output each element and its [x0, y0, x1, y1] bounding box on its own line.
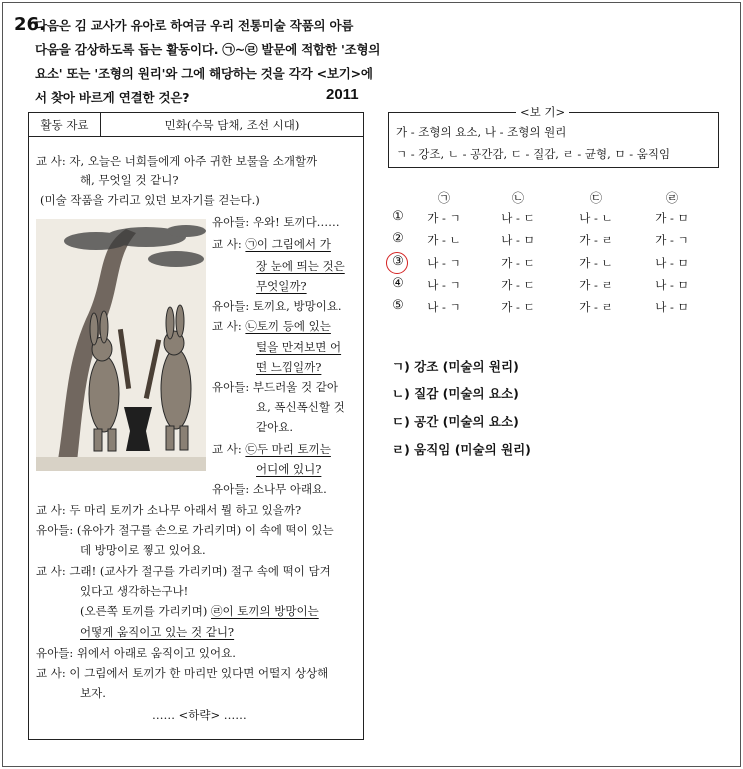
answer-cell: 나 - ㄱ [427, 278, 461, 292]
prompt-d-cont: 어떻게 움직이고 있는 것 같니? [80, 625, 235, 639]
dialogue-line: 교 사: 이 그림에서 토끼가 한 마리만 있다면 어떨지 상상해 [36, 666, 329, 680]
dialogue-line [212, 318, 331, 334]
dialogue-line: 있다고 생각하는구나! [80, 584, 189, 598]
dialogue-line: 유아들: 부드러울 것 같아 [212, 380, 338, 394]
dialogue-line: 데 방망이로 찧고 있어요. [80, 543, 206, 557]
speaker: 교 사: [212, 237, 246, 251]
answer-cell: 나 - ㅁ [655, 300, 689, 314]
answer-cell: 나 - ㅁ [655, 278, 689, 292]
answer-note: ㄱ) 강조 (미술의 원리) [392, 359, 519, 374]
stage-direction: (오른쪽 토끼를 가리키며) [80, 604, 212, 618]
dialogue-line [212, 441, 331, 457]
answer-cell: 가 - ㄹ [579, 300, 613, 314]
bogi-title: <보 기> [516, 104, 569, 120]
answer-cell: 가 - ㄷ [501, 256, 535, 270]
answer-cell: 가 - ㄹ [579, 233, 613, 247]
dialogue-line: 유아들: 토끼요, 방망이요. [212, 299, 342, 313]
answer-cell: 나 - ㅁ [501, 233, 535, 247]
answer-col-header: ㉢ [589, 191, 602, 205]
answer-option-number[interactable]: ② [392, 231, 404, 246]
answer-cell: 가 - ㄹ [579, 278, 613, 292]
prompt-a-cont: 무엇일까? [256, 279, 307, 293]
question-number: 26. [14, 14, 46, 35]
answer-cell: 나 - ㄴ [579, 211, 613, 225]
omission-mark: …… <하략> …… [152, 708, 247, 722]
dialogue-line: 보자. [80, 686, 106, 700]
prompt-a: ㉠이 그림에서 가 [245, 237, 331, 251]
answer-cell: 가 - ㅁ [655, 211, 689, 225]
answer-col-header: ㉣ [665, 191, 678, 205]
question-line-3: 요소' 또는 '조형의 원리'와 그에 해당하는 것을 각각 <보기>에 [35, 66, 373, 81]
answer-cell: 나 - ㄱ [427, 300, 461, 314]
prompt-c: ㉢두 마리 토끼는 [245, 442, 331, 456]
dialogue-line: 해, 무엇일 것 같니? [80, 173, 179, 187]
answer-note: ㄷ) 공간 (미술의 요소) [392, 414, 519, 429]
activity-header [29, 113, 363, 137]
question-line-4: 서 찾아 바르게 연결한 것은? [35, 90, 190, 105]
answer-cell: 나 - ㅁ [655, 256, 689, 270]
speaker: 교 사: [212, 442, 246, 456]
answer-col-header: ㉠ [437, 191, 450, 205]
dialogue-line: 요, 폭신폭신할 것 [256, 400, 345, 414]
answer-cell: 가 - ㄴ [427, 233, 461, 247]
activity-header-value: 민화(수묵 담채, 조선 시대) [164, 118, 300, 132]
answer-cell: 나 - ㄱ [427, 256, 461, 270]
answer-cell: 가 - ㄷ [501, 300, 535, 314]
dialogue-line: 유아들: (유아가 절구를 손으로 가리키며) 이 속에 떡이 있는 [36, 523, 334, 537]
answer-option-number[interactable]: ③ [392, 254, 404, 269]
dialogue-line: 유아들: 위에서 아래로 움직이고 있어요. [36, 646, 236, 660]
bogi-line-2: ㄱ - 강조, ㄴ - 공간감, ㄷ - 질감, ㄹ - 균형, ㅁ - 움직임 [396, 147, 671, 161]
answer-option-number[interactable]: ① [392, 209, 404, 224]
answer-cell: 가 - ㄴ [579, 256, 613, 270]
question-line-1: 다음은 김 교사가 유아로 하여금 우리 전통미술 작품의 아름 [35, 18, 354, 33]
prompt-c-cont: 어디에 있니? [256, 462, 322, 476]
dialogue-line [212, 236, 331, 252]
answer-cell: 가 - ㄱ [655, 233, 689, 247]
prompt-a-cont: 장 눈에 띄는 것은 [256, 259, 345, 273]
question-line-2: 다움을 감상하도록 돕는 활동이다. ㉠~㉣ 발문에 적합한 '조형의 [35, 42, 381, 57]
dialogue-line: (미술 작품을 가리고 있던 보자기를 걷는다.) [40, 193, 260, 207]
dialogue-line: 유아들: 소나무 아래요. [212, 482, 327, 496]
prompt-d: ㉣이 토끼의 방망이는 [211, 604, 319, 618]
exam-year: 2011 [326, 86, 359, 103]
answer-cell: 나 - ㄷ [501, 211, 535, 225]
dialogue-line: 같아요. [256, 420, 293, 434]
answer-cell: 가 - ㄱ [427, 211, 461, 225]
answer-option-number[interactable]: ⑤ [392, 298, 404, 313]
answer-note: ㄴ) 질감 (미술의 요소) [392, 386, 519, 401]
bogi-line-1: 가 - 조형의 요소, 나 - 조형의 원리 [396, 125, 567, 139]
activity-header-label: 활동 자료 [29, 113, 101, 137]
dialogue-line: 유아들: 우와! 토끼다…… [212, 215, 340, 229]
answer-option-number[interactable]: ④ [392, 276, 404, 291]
answer-cell: 가 - ㄷ [501, 278, 535, 292]
dialogue-line: 교 사: 두 마리 토끼가 소나무 아래서 뭘 하고 있을까? [36, 503, 302, 517]
folk-painting-image [36, 219, 206, 471]
prompt-b: ㉡토끼 등에 있는 [245, 319, 331, 333]
prompt-b-cont: 떤 느낌일까? [256, 360, 322, 374]
rabbits-pine-illustration [36, 219, 206, 471]
dialogue-line: 교 사: 그래! (교사가 절구를 가리키며) 절구 속에 떡이 담겨 [36, 564, 331, 578]
speaker: 교 사: [212, 319, 246, 333]
dialogue-line [80, 603, 319, 619]
answer-note: ㄹ) 움직임 (미술의 원리) [392, 442, 531, 457]
dialogue-line: 교 사: 자, 오늘은 너희들에게 아주 귀한 보물을 소개할까 [36, 154, 318, 168]
answer-col-header: ㉡ [511, 191, 524, 205]
prompt-b-cont: 털을 만져보면 어 [256, 340, 342, 354]
